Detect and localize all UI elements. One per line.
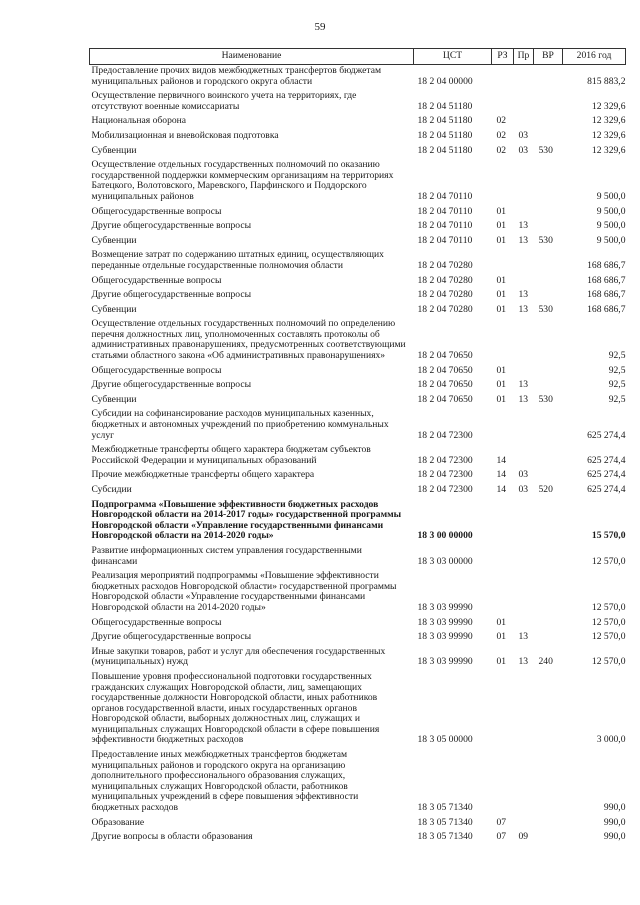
- row-pr: 09: [518, 831, 529, 843]
- row-name: Осуществление отдельных государственных полномочий по определению перечня должностных лиц, уполномоченных составлять протоколы об административных правонарушениях, предусмотренных соответствующими статьями областного закона «Об административных правонарушениях»: [91, 318, 406, 362]
- row-rz: 14: [496, 454, 507, 466]
- row-sum: 625 274,4: [587, 469, 626, 481]
- row-pr: [514, 115, 534, 130]
- row-pr: [514, 65, 534, 91]
- row-vr: [534, 545, 563, 570]
- row-rz: 01: [496, 379, 507, 391]
- row-cst: 18 2 04 72300: [417, 454, 473, 466]
- row-rz: [492, 408, 514, 444]
- row-pr: [514, 545, 534, 570]
- table-row: [90, 444, 626, 469]
- row-cst: 18 2 04 00000: [417, 75, 473, 87]
- row-cst: 18 2 04 70280: [417, 289, 473, 301]
- row-cst: 18 2 04 70650: [417, 350, 473, 362]
- row-name: Общегосударственные вопросы: [91, 274, 222, 286]
- row-sum: 12 570,0: [591, 616, 626, 628]
- row-vr: 240: [538, 656, 553, 668]
- row-cst: 18 2 04 70650: [417, 379, 473, 391]
- row-pr: [514, 671, 534, 749]
- row-pr: 13: [518, 656, 529, 668]
- row-name: Другие общегосударственные вопросы: [91, 379, 252, 391]
- row-pr: [514, 206, 534, 221]
- row-vr: [534, 289, 563, 304]
- row-rz: 01: [496, 205, 507, 217]
- row-sum: 990,0: [603, 802, 626, 814]
- row-name: Субвенции: [91, 393, 137, 405]
- row-sum: 990,0: [603, 816, 626, 828]
- table-row: [90, 304, 626, 319]
- row-pr: 13: [518, 303, 529, 315]
- budget-table: [89, 48, 626, 846]
- row-vr: [534, 249, 563, 274]
- row-name: Осуществление отдельных государственных полномочий по оказанию государственной поддержки коммерческим организациям на территориях Батецкого, Волотовского, Маревского, Парфинского и Поддорского муниципальных районов: [91, 159, 394, 202]
- row-cst: 18 2 04 70650: [417, 364, 473, 376]
- page-number: 59: [314, 21, 326, 33]
- row-vr: [534, 499, 563, 545]
- row-name: Прочие межбюджетные трансферты общего характера: [91, 469, 315, 481]
- row-pr: 13: [518, 289, 529, 301]
- header-cst: ЦСТ: [414, 49, 492, 65]
- row-name: Развитие информационных систем управления государственными финансами: [91, 544, 362, 567]
- table-row: [90, 90, 626, 115]
- row-pr: 03: [518, 484, 529, 495]
- row-pr: 03: [518, 469, 529, 481]
- row-vr: [534, 617, 563, 632]
- header-pr: Пр: [514, 49, 534, 65]
- row-pr: 03: [518, 129, 529, 141]
- table-row: [90, 249, 626, 274]
- row-vr: [534, 90, 563, 115]
- row-name: Предоставление прочих видов межбюджетных трансфертов бюджетам муниципальных районов и городского округа области: [91, 65, 382, 87]
- row-name: Субвенции: [91, 234, 137, 246]
- row-vr: [534, 318, 563, 364]
- row-sum: 9 500,0: [596, 234, 626, 246]
- table-row: [90, 408, 626, 444]
- table-row: [90, 289, 626, 304]
- row-vr: 530: [538, 144, 553, 156]
- table-row: [90, 115, 626, 130]
- row-vr: 520: [538, 484, 553, 495]
- row-sum: 168 686,7: [587, 274, 626, 286]
- row-rz: [492, 318, 514, 364]
- row-sum: 12 329,6: [591, 144, 626, 156]
- row-rz: 07: [496, 831, 507, 843]
- row-cst: 18 2 04 72300: [417, 429, 473, 441]
- table-row: [90, 275, 626, 290]
- table-row: [90, 499, 626, 545]
- row-sum: 168 686,7: [587, 259, 626, 271]
- row-sum: 92,5: [608, 350, 626, 362]
- row-pr: 13: [518, 631, 529, 643]
- row-cst: 18 2 04 51180: [417, 129, 473, 141]
- header-row: [90, 49, 626, 65]
- row-cst: 18 2 04 70110: [417, 220, 473, 232]
- row-sum: 15 570,0: [591, 530, 626, 542]
- row-pr: 13: [518, 393, 529, 405]
- row-rz: [492, 159, 514, 205]
- row-sum: 12 570,0: [591, 631, 626, 643]
- table-row: [90, 817, 626, 832]
- row-sum: 12 570,0: [591, 656, 626, 668]
- row-name: Подпрограмма «Повышение эффективности бюджетных расходов Новгородской области на 2014-2017 годы» государственной программы Новгородской области «Управление государственными финансами Новгородской области на 2014-2020 годы»: [91, 498, 402, 542]
- row-name: Образование: [91, 816, 145, 828]
- row-sum: 3 000,0: [596, 734, 626, 746]
- table-row: [90, 145, 626, 160]
- row-rz: 01: [496, 234, 507, 246]
- row-rz: [492, 570, 514, 616]
- row-rz: 14: [496, 484, 507, 495]
- row-vr: [534, 817, 563, 832]
- row-sum: 9 500,0: [596, 220, 626, 232]
- row-pr: [514, 570, 534, 616]
- row-vr: [534, 749, 563, 817]
- row-vr: [534, 631, 563, 646]
- header-year: 2016 год: [563, 49, 626, 65]
- row-name: Мобилизационная и вневойсковая подготовка: [91, 129, 279, 141]
- table-row: [90, 394, 626, 409]
- row-name: Субвенции: [91, 303, 137, 315]
- row-rz: 01: [496, 364, 507, 376]
- table-row: [90, 570, 626, 616]
- row-rz: [492, 545, 514, 570]
- table-row: [90, 235, 626, 250]
- row-sum: 92,5: [608, 364, 626, 376]
- table-row: [90, 484, 626, 499]
- row-name: Предоставление иных межбюджетных трансфертов бюджетам муниципальных районов и городского округа на организацию дополнительного профессионального образования служащих, муниципальных служащих Новгородской области, работников муниципальных учреждений в сфере повышения эффективности бюджетных расходов: [91, 749, 359, 814]
- table-row: [90, 220, 626, 235]
- row-pr: 03: [518, 144, 529, 156]
- table-row: [90, 159, 626, 205]
- row-vr: 530: [538, 393, 553, 405]
- row-sum: 625 274,4: [587, 454, 626, 466]
- row-vr: 530: [538, 303, 553, 315]
- row-rz: 01: [496, 616, 507, 628]
- row-rz: [492, 249, 514, 274]
- row-pr: [514, 444, 534, 469]
- row-name: Повышение уровня профессиональной подготовки государственных гражданских служащих Новгородской области, лиц, замещающих государственные должности Новгородской области, иных работников органов государственной власти, иных государственных органов Новгородской области, выборных должностных лиц, служащих и муниципальных служащих Новгородской области в сфере повышения эффективности бюджетных расходов: [91, 670, 380, 746]
- row-name: Возмещение затрат по содержанию штатных единиц, осуществляющих переданные отдельные государственные полномочия области: [91, 249, 384, 271]
- row-cst: 18 3 05 00000: [417, 734, 473, 746]
- row-cst: 18 3 05 71340: [417, 831, 473, 843]
- table-row: [90, 831, 626, 846]
- row-rz: 01: [496, 631, 507, 643]
- row-pr: [514, 275, 534, 290]
- table-row: [90, 379, 626, 394]
- row-rz: [492, 499, 514, 545]
- table-row: [90, 617, 626, 632]
- row-sum: 92,5: [608, 393, 626, 405]
- row-sum: 168 686,7: [587, 303, 626, 315]
- header-vr: ВР: [534, 49, 563, 65]
- row-cst: 18 3 03 99990: [417, 631, 473, 643]
- table-row: [90, 671, 626, 749]
- row-vr: [534, 115, 563, 130]
- row-pr: [514, 499, 534, 545]
- row-cst: 18 3 05 71340: [417, 816, 473, 828]
- row-pr: [514, 90, 534, 115]
- table-row: [90, 545, 626, 570]
- row-rz: [492, 65, 514, 91]
- row-rz: 02: [496, 144, 507, 156]
- row-sum: 12 570,0: [591, 555, 626, 567]
- row-pr: [514, 617, 534, 632]
- row-cst: 18 3 03 99990: [417, 616, 473, 628]
- row-pr: [514, 817, 534, 832]
- row-sum: 625 274,4: [587, 484, 626, 495]
- row-vr: [534, 220, 563, 235]
- row-cst: 18 2 04 70110: [417, 190, 473, 202]
- row-vr: [534, 130, 563, 145]
- row-sum: 990,0: [603, 831, 626, 843]
- table-row: [90, 646, 626, 671]
- header-rz: РЗ: [492, 49, 514, 65]
- table-row: [90, 469, 626, 484]
- row-cst: 18 2 04 72300: [417, 469, 473, 481]
- row-cst: 18 2 04 72300: [417, 484, 473, 495]
- row-rz: [492, 749, 514, 817]
- table-row: [90, 65, 626, 91]
- row-pr: [514, 365, 534, 380]
- row-rz: 01: [496, 220, 507, 232]
- row-rz: [492, 671, 514, 749]
- row-vr: [534, 159, 563, 205]
- row-vr: [534, 444, 563, 469]
- row-rz: 01: [496, 656, 507, 668]
- row-cst: 18 2 04 70110: [417, 234, 473, 246]
- row-name: Субвенции: [91, 144, 137, 156]
- row-vr: [534, 206, 563, 221]
- row-name: Субсидии на софинансирование расходов муниципальных казенных, бюджетных и автономных учреждений по приобретению коммунальных услуг: [91, 408, 389, 441]
- row-cst: 18 2 04 51180: [417, 115, 473, 127]
- row-pr: 13: [518, 234, 529, 246]
- row-vr: 530: [538, 234, 553, 246]
- row-sum: 168 686,7: [587, 289, 626, 301]
- row-name: Другие вопросы в области образования: [91, 831, 253, 843]
- row-name: Национальная оборона: [91, 115, 187, 127]
- row-cst: 18 3 03 99990: [417, 656, 473, 668]
- row-cst: 18 3 03 00000: [417, 555, 473, 567]
- row-name: Другие общегосударственные вопросы: [91, 220, 252, 232]
- row-cst: 18 2 04 70280: [417, 303, 473, 315]
- row-name: Субсидии: [91, 484, 132, 495]
- row-vr: [534, 831, 563, 846]
- table-row: [90, 631, 626, 646]
- row-sum: 9 500,0: [596, 190, 626, 202]
- header-name: Наименование: [90, 49, 414, 65]
- row-rz: 02: [496, 129, 507, 141]
- row-cst: 18 3 05 71340: [417, 802, 473, 814]
- row-cst: 18 2 04 51180: [417, 144, 473, 156]
- row-vr: [534, 65, 563, 91]
- row-pr: [514, 318, 534, 364]
- row-cst: 18 3 03 99990: [417, 601, 473, 613]
- row-cst: 18 2 04 70650: [417, 393, 473, 405]
- row-vr: [534, 408, 563, 444]
- row-cst: 18 2 04 70280: [417, 274, 473, 286]
- row-name: Межбюджетные трансферты общего характера бюджетам субъектов Российской Федерации и муниципальных образований: [91, 444, 371, 466]
- row-rz: 14: [496, 469, 507, 481]
- row-pr: 13: [518, 379, 529, 391]
- row-cst: 18 2 04 70280: [417, 259, 473, 271]
- row-cst: 18 2 04 51180: [417, 100, 473, 112]
- row-sum: 12 329,6: [591, 129, 626, 141]
- row-pr: [514, 159, 534, 205]
- row-vr: [534, 570, 563, 616]
- row-rz: 07: [496, 816, 507, 828]
- row-pr: [514, 749, 534, 817]
- row-rz: 01: [496, 274, 507, 286]
- row-rz: 02: [496, 115, 507, 127]
- row-rz: [492, 90, 514, 115]
- row-pr: 13: [518, 220, 529, 232]
- row-rz: 01: [496, 393, 507, 405]
- row-sum: 92,5: [608, 379, 626, 391]
- row-sum: 12 329,6: [591, 115, 626, 127]
- row-name: Другие общегосударственные вопросы: [91, 289, 252, 301]
- row-rz: 01: [496, 303, 507, 315]
- row-rz: 01: [496, 289, 507, 301]
- row-cst: 18 3 00 00000: [417, 530, 473, 542]
- table-body: [90, 65, 626, 846]
- row-cst: 18 2 04 70110: [417, 205, 473, 217]
- row-name: Общегосударственные вопросы: [91, 364, 222, 376]
- row-name: Реализация мероприятий подпрограммы «Повышение эффективности бюджетных расходов Новгородской области» государственной программы Новгородской области «Управление государственными финансами Новгородской области на 2014-2020 годы»: [91, 570, 397, 613]
- table-header: [90, 49, 626, 65]
- row-name: Общегосударственные вопросы: [91, 205, 222, 217]
- row-name: Осуществление первичного воинского учета на территориях, где отсутствуют военные комиссариаты: [91, 90, 357, 112]
- row-sum: 815 883,2: [587, 75, 626, 87]
- row-sum: 12 329,6: [591, 100, 626, 112]
- row-name: Иные закупки товаров, работ и услуг для обеспечения государственных (муниципальных) нужд: [91, 645, 386, 668]
- row-vr: [534, 379, 563, 394]
- row-vr: [534, 469, 563, 484]
- table-row: [90, 365, 626, 380]
- row-pr: [514, 408, 534, 444]
- table-row: [90, 130, 626, 145]
- row-vr: [534, 275, 563, 290]
- table-row: [90, 206, 626, 221]
- table-row: [90, 318, 626, 364]
- row-sum: 9 500,0: [596, 205, 626, 217]
- row-name: Общегосударственные вопросы: [91, 616, 222, 628]
- row-name: Другие общегосударственные вопросы: [91, 631, 252, 643]
- row-sum: 625 274,4: [587, 429, 626, 441]
- row-sum: 12 570,0: [591, 601, 626, 613]
- table-row: [90, 749, 626, 817]
- row-vr: [534, 365, 563, 380]
- row-vr: [534, 671, 563, 749]
- row-pr: [514, 249, 534, 274]
